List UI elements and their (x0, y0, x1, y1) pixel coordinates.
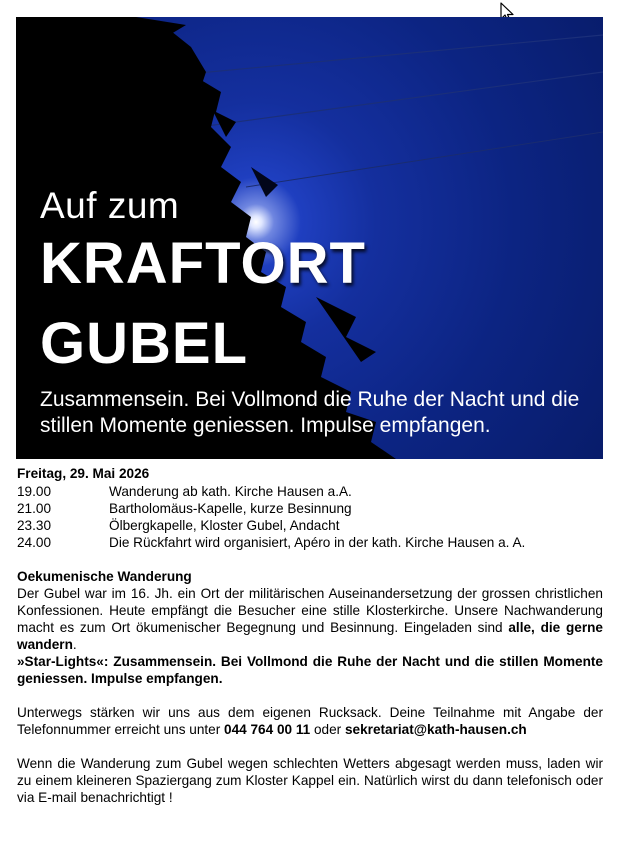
schedule-time: 24.00 (17, 535, 52, 550)
registration-paragraph (17, 704, 603, 738)
event-date: Freitag, 29. Mai 2026 (17, 466, 150, 481)
hero-subtitle: Zusammensein. Bei Vollmond die Ruhe der Nacht und die stillen Momente geniessen. Impulse empfangen. (40, 388, 580, 437)
schedule-row (17, 534, 603, 551)
registration-or: oder (310, 722, 345, 737)
email-address: sekretariat@kath-hausen.ch (344, 722, 527, 737)
hero-title-line2: KRAFTORT (40, 231, 366, 296)
schedule-time: 23.30 (17, 518, 52, 533)
schedule-list (17, 483, 603, 551)
section-heading: Oekumenische Wanderung (17, 569, 192, 584)
document-body (17, 465, 603, 806)
intro-text: Der Gubel war im 16. Jh. ein Ort der militärischen Auseinandersetzung der grossen christlichen Konfessionen. Heute empfängt die Besucher eine stille Klosterkirche. Unsere Nachwanderung macht es zum Ort ökumenischer Begegnung und Besinnung. Eingeladen sind (17, 586, 603, 635)
schedule-row (17, 517, 603, 534)
starlights-paragraph: »Star-Lights«: Zusammensein. Bei Vollmond die Ruhe der Nacht und die stillen Momente geniessen. Impulse empfangen. (17, 654, 603, 686)
schedule-row (17, 483, 603, 500)
schedule-time: 19.00 (17, 484, 52, 499)
schedule-text: Ölbergkapelle, Kloster Gubel, Andacht (109, 518, 340, 533)
schedule-text: Bartholomäus-Kapelle, kurze Besinnung (109, 501, 352, 516)
hero-title-line3: GUBEL (40, 311, 248, 376)
schedule-text: Die Rückfahrt wird organisiert, Apéro in der kath. Kirche Hausen a. A. (109, 535, 526, 550)
schedule-text: Wanderung ab kath. Kirche Hausen a.A. (109, 484, 352, 499)
schedule-time: 21.00 (17, 501, 52, 516)
schedule-row (17, 500, 603, 517)
intro-end: . (72, 637, 77, 652)
phone-number: 044 764 00 11 (224, 722, 311, 737)
registration-text: Unterwegs stärken wir uns aus dem eigenen Rucksack. Deine Teilnahme mit Angabe der Telefonnummer erreicht uns unter (17, 705, 603, 737)
hero-banner (16, 17, 603, 459)
intro-paragraph (17, 585, 603, 653)
hero-title-line1: Auf zum (40, 185, 180, 226)
intro-bold-text: alle, die gerne wandern (17, 620, 603, 652)
weather-paragraph: Wenn die Wanderung zum Gubel wegen schlechten Wetters abgesagt werden muss, laden wir zu einem kleineren Spaziergang zum Kloster Kappel ein. Natürlich wirst du dann telefonisch oder via E-mail benachrichtigt ! (17, 756, 603, 805)
